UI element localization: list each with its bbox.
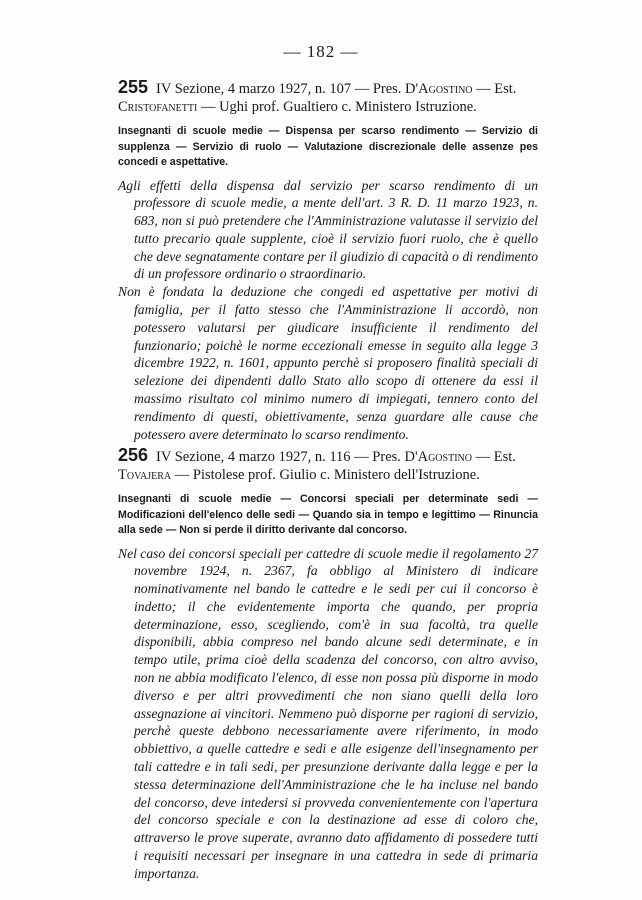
estensore-name: Cristofanetti	[118, 99, 198, 115]
headnote: Insegnanti di scuole medie — Dispensa per scarso rendimento — Servizio di supplenza — Servizio di ruolo — Valutazione discrezionale delle assenze pes concedi e aspettative.	[118, 125, 538, 168]
maxim-paragraph: Nel caso dei concorsi speciali per cattedre di scuole medie il regolamento 27 novembre 1924, n. 2367, fa obbligo al Ministero di indicare nominativamente nel bando le cattedre e le sedi per cui il concorso è indetto; il che evidentemente importa che quando, per propria determinazione, esso, scegliendo, com'è in sua facoltà, tra quelle disponibili, abbia compreso nel bando alcune sedi determinate, e in tempo utile, prima cioè della scadenza del concorso, con altro avviso, non ne abbia modificato l'elenco, di esse non possa più disporne in modo diverso e per altri provvedimenti che non siano quelli della loro assegnazione ai vincitori. Nemmeno può disporne per ragioni di servizio, perchè queste debbono necessariamente avere riferimento, in modo obbiettivo, a quelle cattedre e sedi e alle esigenze dell'insegnamento per tali cattedre e in tali sedi, per presunzione derivante dalla legge e per la stessa determinazione dell'Amministrazione che le ha incluse nel bando del concorso, deve intedersi si provveda convenientemente con l'apertura del concorso speciale e con la destinazione ad esse di coloro che, attraverso le prove superate, avranno dato affidamento di possedere tutti i requisiti necessari per insegnare in una cattedra in sede di primaria importanza.	[118, 545, 538, 881]
entry-header	[118, 78, 538, 116]
maxim-paragraph: Agli effetti della dispensa dal servizio per scarso rendimento di un professore di scuole medie, a mente dell'art. 3 R. D. 11 marzo 1923, n. 683, non si può pretendere che l'Amministrazione valutasse il servizio del tutto precario quale supplente, cioè il servizio fuori ruolo, che è quello che deve segnatamente contare per il giudizio di capacità o di rendimento di un professore ordinario o straordinario.	[118, 177, 538, 282]
header-separator: — Est.	[471, 449, 516, 465]
court-info: IV Sezione, 4 marzo 1927, n. 116 — Pres. D'	[156, 449, 418, 465]
decision-entry	[118, 78, 538, 443]
page-number: — 182 —	[283, 42, 359, 61]
entry-header	[118, 446, 538, 484]
entry-number: 255	[118, 77, 149, 97]
maxim-paragraph: Non è fondata la deduzione che congedi ed aspettative per motivi di famiglia, per il fatto stesso che l'Amministrazione li accordò, non potessero valutarsi per giudicare insufficiente il rendimento del funzionario; poichè le norme eccezionali emesse in seguito alla legge 3 dicembre 1922, n. 1601, appunto perchè si proposero finalità speciali di selezione dei dipendenti dallo Stato allo scopo di ottenere da essi il massimo risultato col minimo numero di impiegati, tennero conto del rendimento di questi, obiettivamente, senza guardare alle cause che potessero avere determinato lo scarso rendimento.	[118, 284, 538, 442]
entry-number: 256	[118, 445, 149, 465]
estensore-name: Tovajera	[118, 467, 172, 483]
parties: — Ughi prof. Gualtiero c. Ministero Istruzione.	[197, 99, 477, 115]
court-info: IV Sezione, 4 marzo 1927, n. 107 — Pres. D'	[156, 81, 419, 97]
president-name: Agostino	[417, 449, 472, 465]
headnote: Insegnanti di scuole medie — Concorsi speciali per determinate sedi — Modificazioni dell'elenco delle sedi — Quando sia in tempo e legittimo — Rinuncia alla sede — Non si perde il diritto derivante dal concorso.	[118, 493, 538, 536]
parties: — Pistolese prof. Giulio c. Ministero dell'Istruzione.	[171, 467, 480, 483]
header-separator: — Est.	[472, 81, 517, 97]
decision-entry	[118, 446, 538, 883]
president-name: Agostino	[418, 81, 473, 97]
